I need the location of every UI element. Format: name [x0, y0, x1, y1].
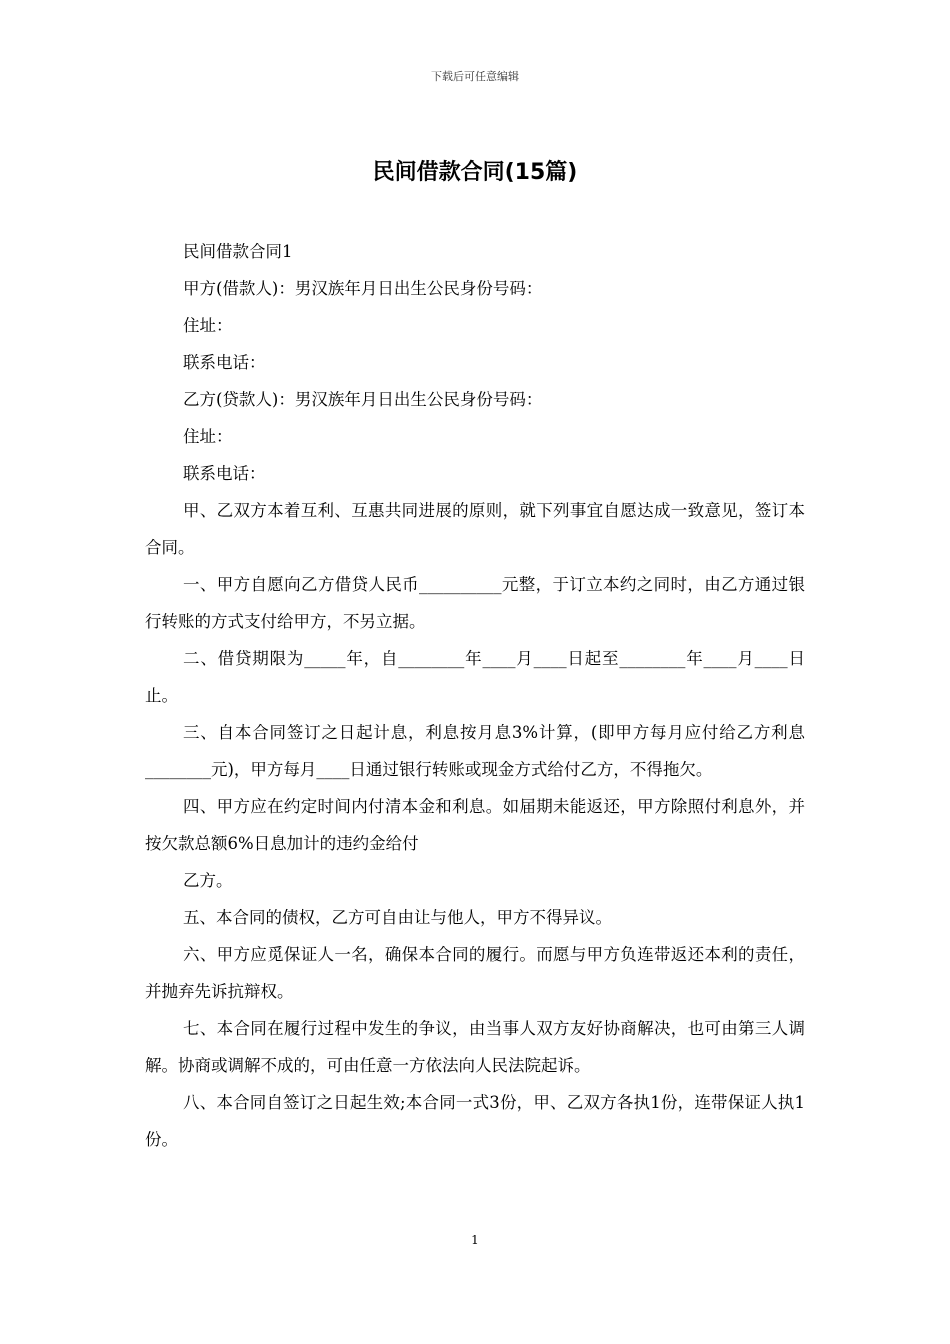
paragraph: 二、借贷期限为_____年，自________年____月____日起至________年____月____日止。 — [145, 649, 805, 705]
document-title: 民间借款合同(15篇) — [372, 160, 578, 185]
paragraph: 甲、乙双方本着互利、互惠共同进展的原则，就下列事宜自愿达成一致意见，签订本合同。 — [145, 501, 805, 557]
paragraph: 五、本合同的债权，乙方可自由让与他人，甲方不得异议。 — [183, 908, 612, 927]
paragraph: 一、甲方自愿向乙方借贷人民币__________元整，于订立本约之同时，由乙方通过银行转账的方式支付给甲方，不另立据。 — [145, 575, 805, 631]
paragraph: 甲方(借款人)：男汉族年月日出生公民身份号码： — [183, 279, 543, 298]
document-body — [145, 233, 805, 1158]
paragraph: 八、本合同自签订之日起生效;本合同一式3份，甲、乙双方各执1份，连带保证人执1份。 — [145, 1093, 805, 1149]
paragraph: 乙方(贷款人)：男汉族年月日出生公民身份号码： — [183, 390, 543, 409]
paragraph: 七、本合同在履行过程中发生的争议，由当事人双方友好协商解决，也可由第三人调解。协商或调解不成的，可由任意一方依法向人民法院起诉。 — [145, 1019, 805, 1075]
page-number: 1 — [471, 1233, 479, 1247]
paragraph: 六、甲方应觅保证人一名，确保本合同的履行。而愿与甲方负连带返还本利的责任，并抛弃先诉抗辩权。 — [145, 945, 805, 1001]
paragraph: 联系电话： — [183, 353, 266, 372]
paragraph: 住址： — [183, 316, 233, 335]
paragraph: 四、甲方应在约定时间内付清本金和利息。如届期未能返还，甲方除照付利息外，并按欠款总额6%日息加计的违约金给付 — [145, 797, 805, 853]
paragraph: 民间借款合同1 — [183, 242, 293, 261]
page-header: 下载后可任意编辑 — [431, 70, 519, 83]
paragraph: 三、自本合同签订之日起计息，利息按月息3%计算，(即甲方每月应付给乙方利息________元)，甲方每月____日通过银行转账或现金方式给付乙方，不得拖欠。 — [145, 723, 805, 779]
paragraph: 乙方。 — [183, 871, 233, 890]
paragraph: 住址： — [183, 427, 233, 446]
paragraph: 联系电话： — [183, 464, 266, 483]
